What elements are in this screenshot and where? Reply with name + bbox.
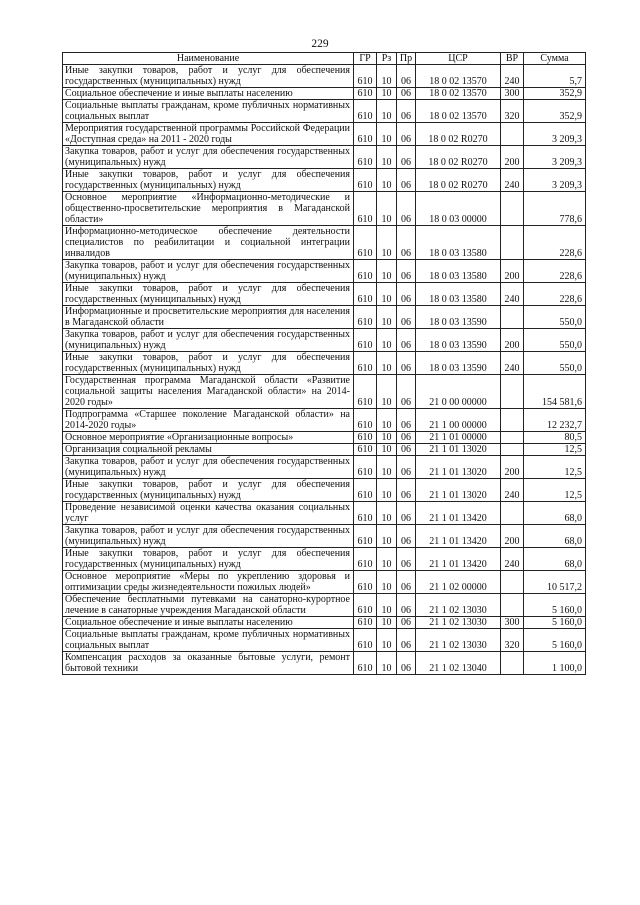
cell-rz: 10 [377, 169, 397, 192]
table-row [63, 226, 586, 260]
cell-gr: 610 [354, 617, 377, 629]
cell-name: Иные закупки товаров, работ и услуг для обеспечения государственных (муниципальных) нужд [63, 548, 354, 571]
cell-name: Закупка товаров, работ и услуг для обеспечения государственных (муниципальных) нужд [63, 525, 354, 548]
cell-rz: 10 [377, 479, 397, 502]
cell-pr: 06 [397, 329, 416, 352]
cell-name: Основное мероприятие «Организационные вопросы» [63, 432, 354, 444]
cell-csr: 18 0 03 13580 [416, 283, 501, 306]
cell-rz: 10 [377, 65, 397, 88]
cell-csr: 18 0 02 13570 [416, 88, 501, 100]
cell-name: Иные закупки товаров, работ и услуг для обеспечения государственных (муниципальных) нужд [63, 169, 354, 192]
cell-rz: 10 [377, 502, 397, 525]
table-row [63, 146, 586, 169]
cell-vr: 240 [501, 548, 524, 571]
cell-csr: 18 0 02 13570 [416, 65, 501, 88]
cell-csr: 18 0 03 13590 [416, 329, 501, 352]
header-sum: Сумма [524, 53, 586, 65]
cell-sum: 12,5 [524, 444, 586, 456]
cell-gr: 610 [354, 100, 377, 123]
cell-vr [501, 226, 524, 260]
cell-pr: 06 [397, 226, 416, 260]
header-gr: ГР [354, 53, 377, 65]
header-rz: Рз [377, 53, 397, 65]
cell-pr: 06 [397, 100, 416, 123]
cell-rz: 10 [377, 548, 397, 571]
cell-pr: 06 [397, 65, 416, 88]
cell-csr: 18 0 03 00000 [416, 192, 501, 226]
cell-sum: 550,0 [524, 329, 586, 352]
cell-gr: 610 [354, 65, 377, 88]
cell-csr: 21 1 01 13420 [416, 502, 501, 525]
cell-sum: 5,7 [524, 65, 586, 88]
table-row [63, 375, 586, 409]
cell-gr: 610 [354, 456, 377, 479]
table-row [63, 306, 586, 329]
cell-gr: 610 [354, 352, 377, 375]
cell-pr: 06 [397, 192, 416, 226]
cell-name: Социальные выплаты гражданам, кроме публичных нормативных социальных выплат [63, 629, 354, 652]
cell-pr: 06 [397, 629, 416, 652]
cell-name: Основное мероприятие «Информационно-методические и общественно-просветительские мероприятия в Магаданской области» [63, 192, 354, 226]
cell-gr: 610 [354, 226, 377, 260]
cell-vr: 200 [501, 260, 524, 283]
cell-vr: 200 [501, 456, 524, 479]
cell-csr: 21 1 01 13020 [416, 479, 501, 502]
cell-gr: 610 [354, 146, 377, 169]
cell-rz: 10 [377, 352, 397, 375]
cell-vr [501, 409, 524, 432]
cell-pr: 06 [397, 617, 416, 629]
cell-gr: 610 [354, 432, 377, 444]
cell-pr: 06 [397, 525, 416, 548]
cell-name: Мероприятия государственной программы Российской Федерации «Доступная среда» на 2011 - 2020 годы [63, 123, 354, 146]
cell-vr [501, 571, 524, 594]
cell-pr: 06 [397, 456, 416, 479]
cell-name: Иные закупки товаров, работ и услуг для обеспечения государственных (муниципальных) нужд [63, 65, 354, 88]
cell-vr: 300 [501, 88, 524, 100]
cell-sum: 228,6 [524, 226, 586, 260]
cell-vr: 240 [501, 479, 524, 502]
cell-pr: 06 [397, 352, 416, 375]
cell-name: Иные закупки товаров, работ и услуг для обеспечения государственных (муниципальных) нужд [63, 352, 354, 375]
cell-gr: 610 [354, 169, 377, 192]
cell-sum: 1 100,0 [524, 652, 586, 675]
cell-vr: 240 [501, 283, 524, 306]
table-row [63, 283, 586, 306]
cell-vr [501, 594, 524, 617]
cell-name: Социальное обеспечение и иные выплаты населению [63, 617, 354, 629]
table-row [63, 525, 586, 548]
table-row [63, 629, 586, 652]
cell-vr: 200 [501, 525, 524, 548]
cell-csr: 18 0 03 13580 [416, 260, 501, 283]
cell-csr: 18 0 02 13570 [416, 100, 501, 123]
cell-sum: 80,5 [524, 432, 586, 444]
cell-rz: 10 [377, 571, 397, 594]
table-row [63, 169, 586, 192]
cell-sum: 228,6 [524, 283, 586, 306]
cell-gr: 610 [354, 260, 377, 283]
cell-name: Закупка товаров, работ и услуг для обеспечения государственных (муниципальных) нужд [63, 329, 354, 352]
cell-sum: 5 160,0 [524, 594, 586, 617]
cell-pr: 06 [397, 283, 416, 306]
cell-csr: 21 1 02 13030 [416, 629, 501, 652]
cell-pr: 06 [397, 146, 416, 169]
table-row [63, 548, 586, 571]
cell-rz: 10 [377, 444, 397, 456]
cell-rz: 10 [377, 629, 397, 652]
cell-name: Иные закупки товаров, работ и услуг для обеспечения государственных (муниципальных) нужд [63, 283, 354, 306]
table-row [63, 479, 586, 502]
cell-gr: 610 [354, 652, 377, 675]
cell-rz: 10 [377, 525, 397, 548]
cell-csr: 18 0 03 13580 [416, 226, 501, 260]
cell-vr [501, 652, 524, 675]
cell-rz: 10 [377, 617, 397, 629]
header-name: Наименование [63, 53, 354, 65]
cell-csr: 21 1 02 13030 [416, 594, 501, 617]
cell-pr: 06 [397, 88, 416, 100]
cell-name: Закупка товаров, работ и услуг для обеспечения государственных (муниципальных) нужд [63, 260, 354, 283]
cell-name: Организация социальной рекламы [63, 444, 354, 456]
cell-pr: 06 [397, 502, 416, 525]
cell-rz: 10 [377, 192, 397, 226]
cell-rz: 10 [377, 306, 397, 329]
cell-name: Информационные и просветительские мероприятия для населения в Магаданской области [63, 306, 354, 329]
table-row [63, 100, 586, 123]
cell-sum: 12,5 [524, 456, 586, 479]
cell-gr: 610 [354, 594, 377, 617]
cell-rz: 10 [377, 432, 397, 444]
cell-pr: 06 [397, 375, 416, 409]
cell-name: Социальные выплаты гражданам, кроме публичных нормативных социальных выплат [63, 100, 354, 123]
cell-gr: 610 [354, 571, 377, 594]
cell-csr: 21 1 01 13420 [416, 548, 501, 571]
cell-vr [501, 375, 524, 409]
cell-csr: 18 0 02 R0270 [416, 169, 501, 192]
cell-name: Закупка товаров, работ и услуг для обеспечения государственных (муниципальных) нужд [63, 146, 354, 169]
cell-rz: 10 [377, 652, 397, 675]
cell-csr: 18 0 02 R0270 [416, 123, 501, 146]
cell-pr: 06 [397, 409, 416, 432]
cell-rz: 10 [377, 146, 397, 169]
cell-vr: 320 [501, 100, 524, 123]
cell-pr: 06 [397, 652, 416, 675]
cell-sum: 3 209,3 [524, 169, 586, 192]
cell-sum: 5 160,0 [524, 617, 586, 629]
cell-vr: 240 [501, 65, 524, 88]
header-pr: Пр [397, 53, 416, 65]
cell-rz: 10 [377, 594, 397, 617]
table-row [63, 260, 586, 283]
cell-csr: 21 1 01 13420 [416, 525, 501, 548]
cell-vr [501, 306, 524, 329]
cell-gr: 610 [354, 88, 377, 100]
cell-vr [501, 192, 524, 226]
cell-csr: 21 1 00 00000 [416, 409, 501, 432]
table-row [63, 329, 586, 352]
table-row [63, 123, 586, 146]
cell-pr: 06 [397, 432, 416, 444]
cell-sum: 68,0 [524, 548, 586, 571]
cell-name: Обеспечение бесплатными путевками на санаторно-курортное лечение в санаторные учреждения Магаданской области [63, 594, 354, 617]
cell-name: Социальное обеспечение и иные выплаты населению [63, 88, 354, 100]
table-row [63, 617, 586, 629]
cell-sum: 3 209,3 [524, 123, 586, 146]
cell-sum: 12,5 [524, 479, 586, 502]
cell-name: Основное мероприятие «Меры по укреплению здоровья и оптимизации среды жизнедеятельности пожилых людей» [63, 571, 354, 594]
cell-gr: 610 [354, 502, 377, 525]
cell-pr: 06 [397, 444, 416, 456]
cell-name: Проведение независимой оценки качества оказания социальных услуг [63, 502, 354, 525]
cell-name: Иные закупки товаров, работ и услуг для обеспечения государственных (муниципальных) нужд [63, 479, 354, 502]
cell-sum: 352,9 [524, 100, 586, 123]
cell-pr: 06 [397, 548, 416, 571]
cell-rz: 10 [377, 409, 397, 432]
cell-vr [501, 432, 524, 444]
cell-vr: 300 [501, 617, 524, 629]
cell-vr: 320 [501, 629, 524, 652]
cell-rz: 10 [377, 283, 397, 306]
cell-rz: 10 [377, 260, 397, 283]
cell-gr: 610 [354, 306, 377, 329]
cell-sum: 550,0 [524, 306, 586, 329]
cell-sum: 228,6 [524, 260, 586, 283]
cell-pr: 06 [397, 571, 416, 594]
cell-sum: 352,9 [524, 88, 586, 100]
cell-name: Компенсация расходов за оказанные бытовые услуги, ремонт бытовой техники [63, 652, 354, 675]
cell-rz: 10 [377, 375, 397, 409]
cell-gr: 610 [354, 548, 377, 571]
cell-csr: 21 1 01 13020 [416, 444, 501, 456]
cell-sum: 12 232,7 [524, 409, 586, 432]
table-row [63, 652, 586, 675]
cell-csr: 18 0 03 13590 [416, 352, 501, 375]
cell-pr: 06 [397, 306, 416, 329]
table-row [63, 192, 586, 226]
cell-gr: 610 [354, 525, 377, 548]
cell-csr: 21 1 02 00000 [416, 571, 501, 594]
cell-gr: 610 [354, 123, 377, 146]
cell-vr [501, 123, 524, 146]
cell-gr: 610 [354, 192, 377, 226]
cell-sum: 68,0 [524, 525, 586, 548]
cell-name: Подпрограмма «Старшее поколение Магаданской области» на 2014-2020 годы» [63, 409, 354, 432]
cell-csr: 18 0 02 R0270 [416, 146, 501, 169]
cell-name: Закупка товаров, работ и услуг для обеспечения государственных (муниципальных) нужд [63, 456, 354, 479]
cell-vr [501, 502, 524, 525]
cell-vr: 200 [501, 146, 524, 169]
cell-csr: 21 1 01 13020 [416, 456, 501, 479]
cell-csr: 21 1 02 13040 [416, 652, 501, 675]
cell-sum: 10 517,2 [524, 571, 586, 594]
cell-pr: 06 [397, 260, 416, 283]
table-row [63, 444, 586, 456]
cell-vr: 240 [501, 352, 524, 375]
cell-gr: 610 [354, 283, 377, 306]
cell-rz: 10 [377, 100, 397, 123]
table-row [63, 571, 586, 594]
cell-pr: 06 [397, 594, 416, 617]
cell-name: Государственная программа Магаданской области «Развитие социальной защиты населения Магаданской области» на 2014-2020 годы» [63, 375, 354, 409]
table-header-row [63, 53, 586, 65]
cell-sum: 3 209,3 [524, 146, 586, 169]
table-row [63, 409, 586, 432]
table-row [63, 502, 586, 525]
cell-csr: 21 1 01 00000 [416, 432, 501, 444]
page-number: 229 [311, 38, 329, 50]
cell-gr: 610 [354, 444, 377, 456]
cell-rz: 10 [377, 226, 397, 260]
table-row [63, 432, 586, 444]
cell-gr: 610 [354, 375, 377, 409]
cell-pr: 06 [397, 479, 416, 502]
cell-csr: 21 0 00 00000 [416, 375, 501, 409]
cell-name: Информационно-методическое обеспечение деятельности специалистов по реабилитации и социальной интеграции инвалидов [63, 226, 354, 260]
table-row [63, 88, 586, 100]
cell-gr: 610 [354, 479, 377, 502]
cell-gr: 610 [354, 409, 377, 432]
cell-sum: 5 160,0 [524, 629, 586, 652]
cell-rz: 10 [377, 123, 397, 146]
table-row [63, 352, 586, 375]
cell-sum: 550,0 [524, 352, 586, 375]
cell-pr: 06 [397, 169, 416, 192]
cell-sum: 154 581,6 [524, 375, 586, 409]
cell-vr: 240 [501, 169, 524, 192]
cell-sum: 778,6 [524, 192, 586, 226]
header-csr: ЦСР [416, 53, 501, 65]
cell-rz: 10 [377, 456, 397, 479]
budget-table [62, 52, 586, 675]
cell-sum: 68,0 [524, 502, 586, 525]
cell-pr: 06 [397, 123, 416, 146]
cell-gr: 610 [354, 329, 377, 352]
cell-rz: 10 [377, 329, 397, 352]
cell-rz: 10 [377, 88, 397, 100]
cell-vr: 200 [501, 329, 524, 352]
table-row [63, 65, 586, 88]
table-row [63, 594, 586, 617]
header-vr: ВР [501, 53, 524, 65]
cell-gr: 610 [354, 629, 377, 652]
table-row [63, 456, 586, 479]
cell-csr: 21 1 02 13030 [416, 617, 501, 629]
cell-vr [501, 444, 524, 456]
cell-csr: 18 0 03 13590 [416, 306, 501, 329]
